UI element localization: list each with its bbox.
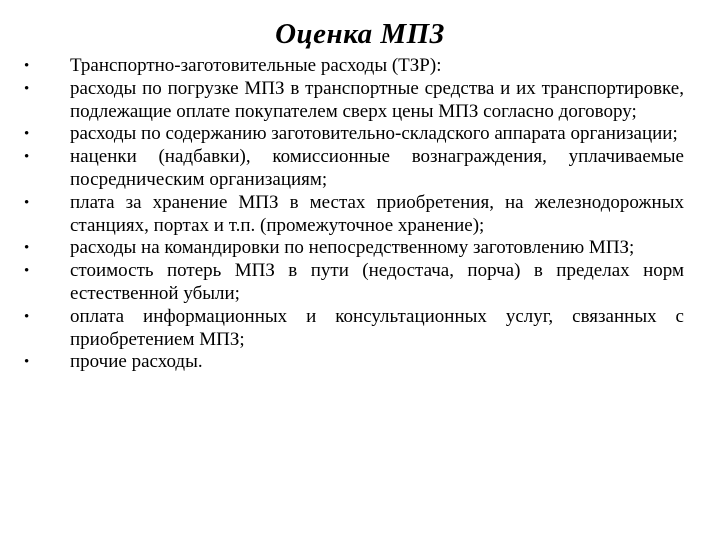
bullet-icon: •: [24, 126, 30, 143]
bullet-icon: •: [24, 149, 30, 166]
bullet-item: [24, 55, 684, 78]
bullet-item: [24, 260, 684, 306]
bullet-item: [24, 192, 684, 238]
bullet-icon: •: [24, 194, 30, 211]
bullet-text: расходы по погрузке МПЗ в транспортные средства и их транспортировке, подлежащие оплате покупателем сверх цены МПЗ согласно договору;: [70, 77, 684, 122]
bullet-text: расходы на командировки по непосредственному заготовлению МПЗ;: [70, 237, 635, 259]
bullet-item: [24, 351, 684, 374]
bullet-icon: •: [24, 308, 30, 325]
bullet-icon: •: [24, 58, 30, 74]
bullet-item: [24, 78, 684, 124]
bullet-text: оплата информационных и консультационных услуг, связанных с приобретением МПЗ;: [70, 305, 684, 350]
bullet-text: Транспортно-заготовительные расходы (ТЗР):: [70, 55, 442, 76]
bullet-text: плата за хранение МПЗ в местах приобретения, на железнодорожных станциях, портах и т.п. (промежуточное хранение);: [70, 191, 684, 236]
bullet-icon: •: [24, 354, 30, 371]
bullet-list: [24, 55, 684, 374]
bullet-item: [24, 237, 684, 260]
bullet-icon: •: [24, 240, 30, 257]
bullet-item: [24, 123, 684, 146]
bullet-text: прочие расходы.: [70, 351, 203, 373]
bullet-text: наценки (надбавки), комиссионные вознаграждения, уплачиваемые посредническим организациям;: [70, 146, 684, 190]
bullet-icon: •: [24, 263, 30, 280]
bullet-item: [24, 146, 684, 192]
bullet-text: расходы по содержанию заготовительно-складского аппарата организации;: [70, 123, 678, 145]
slide-title: Оценка МПЗ: [275, 18, 445, 50]
bullet-icon: •: [24, 80, 30, 97]
bullet-text: стоимость потерь МПЗ в пути (недостача, порча) в пределах норм естественной убыли;: [70, 260, 684, 304]
bullet-item: [24, 306, 684, 352]
